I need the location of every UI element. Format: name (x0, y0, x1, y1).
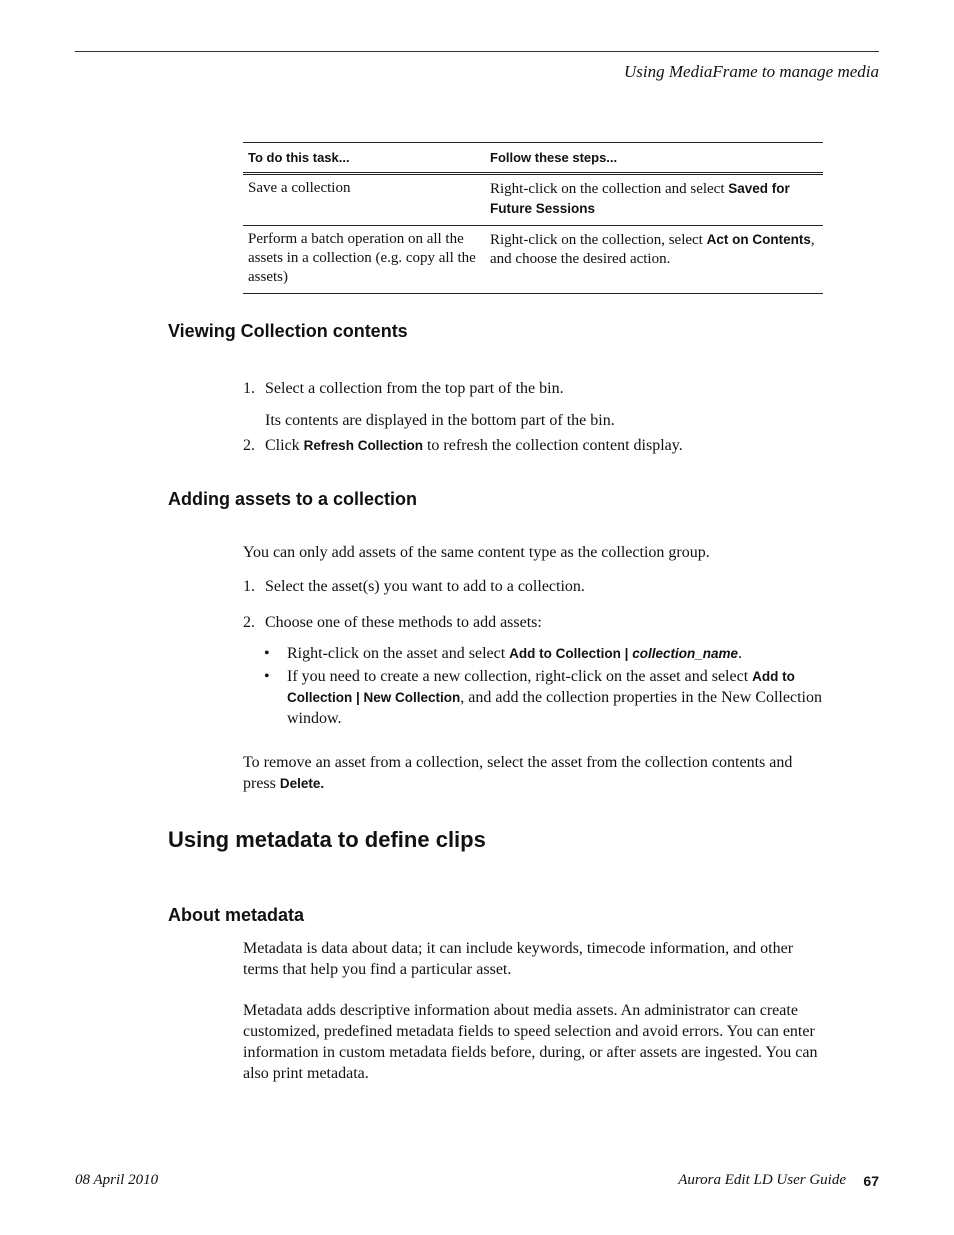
metadata-paragraph-2: Metadata adds descriptive information about media assets. An administrator can create customized, predefined metadata fields to speed selection and avoid errors. You can enter information in custom metadata fields before, during, or after assets are ingested. You can also print metadata. (243, 1002, 818, 1082)
step-text (265, 435, 825, 456)
step-text: Select a collection from the top part of the bin. (265, 380, 564, 397)
section-heading-about-metadata: About metadata (168, 905, 305, 925)
remove-paragraph (243, 752, 828, 794)
task-table (243, 142, 823, 294)
intro-paragraph: You can only add assets of the same content type as the collection group. (243, 544, 710, 561)
step-number: 2. (243, 614, 255, 631)
bullet-text (287, 643, 827, 664)
table-row (243, 174, 823, 226)
section-heading-adding: Adding assets to a collection (168, 489, 418, 509)
chapter-heading-metadata: Using metadata to define clips (168, 827, 486, 852)
bullet-text-part: , and add the collection properties in the New Collection window. (287, 689, 822, 727)
column-header-steps: Follow these steps... (485, 143, 823, 174)
column-header-task: To do this task... (243, 143, 485, 174)
menu-command: Refresh Collection (303, 438, 423, 453)
step-number: 2. (243, 437, 255, 454)
bullet-text-part: . (737, 645, 742, 662)
steps-text: , and choose the desired action. (490, 232, 815, 267)
bullet-text (287, 666, 827, 729)
step-text: Select the asset(s) you want to add to a collection. (265, 578, 585, 595)
task-cell: Perform a batch operation on all the assets in a collection (e.g. copy all the assets) (243, 226, 485, 294)
running-header: Using MediaFrame to manage media (624, 62, 879, 81)
menu-command-variable: collection_name (632, 646, 738, 661)
step-note: Its contents are displayed in the bottom part of the bin. (265, 412, 615, 429)
step-number: 1. (243, 578, 255, 595)
section-heading-viewing: Viewing Collection contents (168, 321, 408, 341)
header-rule (75, 51, 879, 52)
menu-command: Add to Collection | New Collection (287, 669, 795, 705)
steps-cell (485, 226, 823, 294)
table-header-row (243, 143, 823, 174)
steps-cell (485, 174, 823, 226)
key-command: Delete. (279, 776, 325, 791)
menu-command: Saved for Future Sessions (490, 181, 790, 216)
page-number: 67 (863, 1173, 879, 1189)
footer-date: 08 April 2010 (75, 1172, 159, 1188)
bullet-text-part: Right-click on the asset and select (287, 645, 510, 662)
step-text-part: to refresh the collection content display. (422, 437, 683, 454)
step-text-part: Click (265, 437, 304, 454)
bullet-marker: • (264, 668, 270, 685)
steps-text: Right-click on the collection, select (490, 232, 707, 248)
bullet-text-part: If you need to create a new collection, right-click on the asset and select (287, 668, 753, 685)
bullet-marker: • (264, 645, 270, 662)
metadata-paragraph-1: Metadata is data about data; it can include keywords, timecode information, and other terms that help you find a particular asset. (243, 940, 794, 978)
footer-guide-title: Aurora Edit LD User Guide (678, 1172, 846, 1188)
steps-text: Right-click on the collection and select (490, 181, 729, 197)
menu-command: Add to Collection | (509, 646, 633, 661)
task-cell: Save a collection (243, 174, 485, 226)
step-text: Choose one of these methods to add assets: (265, 614, 542, 631)
paragraph-text: To remove an asset from a collection, select the asset from the collection contents and press (243, 754, 793, 792)
table-row (243, 226, 823, 294)
menu-command: Act on Contents (706, 232, 811, 247)
step-number: 1. (243, 380, 255, 397)
